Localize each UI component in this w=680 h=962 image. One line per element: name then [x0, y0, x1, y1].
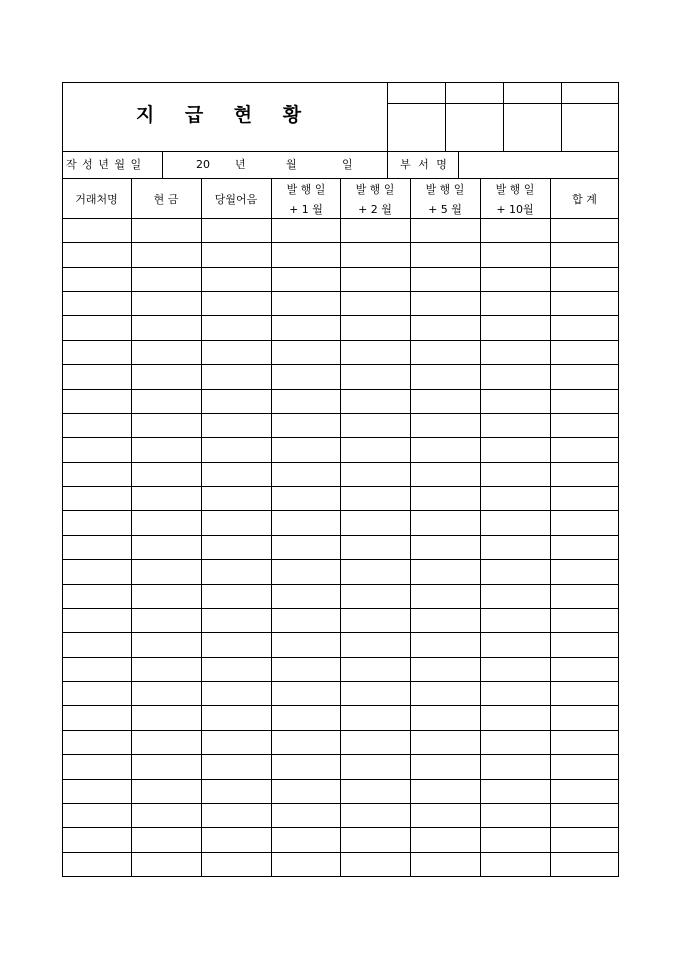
table-cell[interactable]	[132, 365, 201, 388]
table-cell[interactable]	[132, 414, 201, 437]
table-cell[interactable]	[202, 804, 271, 827]
table-cell[interactable]	[63, 780, 131, 803]
table-cell[interactable]	[341, 219, 410, 242]
table-cell[interactable]	[132, 609, 201, 632]
table-cell[interactable]	[481, 658, 550, 681]
approval-box[interactable]	[388, 104, 445, 151]
table-cell[interactable]	[132, 536, 201, 559]
dept-label: 부 서 명	[400, 158, 449, 171]
table-cell[interactable]	[481, 731, 550, 754]
table-cell[interactable]	[341, 633, 410, 656]
table-cell[interactable]	[411, 853, 480, 876]
year-prefix: 20	[196, 158, 210, 171]
table-cell[interactable]	[341, 706, 410, 729]
table-cell[interactable]	[481, 463, 550, 486]
table-cell[interactable]	[551, 316, 618, 339]
table-cell[interactable]	[341, 341, 410, 364]
table-cell[interactable]	[132, 755, 201, 778]
payment-status-form	[62, 82, 619, 877]
table-cell[interactable]	[63, 536, 131, 559]
table-cell[interactable]	[202, 219, 271, 242]
table-cell[interactable]	[272, 633, 340, 656]
table-cell[interactable]	[272, 292, 340, 315]
table-cell[interactable]	[63, 487, 131, 510]
table-cell[interactable]	[202, 658, 271, 681]
table-cell[interactable]	[63, 731, 131, 754]
table-cell[interactable]	[63, 682, 131, 705]
table-cell[interactable]	[132, 390, 201, 413]
table-cell[interactable]	[411, 585, 480, 608]
table-cell[interactable]	[63, 755, 131, 778]
table-cell[interactable]	[341, 780, 410, 803]
table-cell[interactable]	[411, 390, 480, 413]
table-cell[interactable]	[202, 633, 271, 656]
table-cell[interactable]	[272, 390, 340, 413]
table-cell[interactable]	[202, 731, 271, 754]
table-cell[interactable]	[63, 853, 131, 876]
table-cell[interactable]	[202, 609, 271, 632]
table-cell[interactable]	[202, 414, 271, 437]
table-cell[interactable]	[132, 828, 201, 851]
table-cell[interactable]	[63, 414, 131, 437]
table-cell[interactable]	[551, 536, 618, 559]
table-cell[interactable]	[481, 706, 550, 729]
table-cell[interactable]	[551, 755, 618, 778]
table-cell[interactable]	[202, 292, 271, 315]
table-cell[interactable]	[411, 365, 480, 388]
table-cell[interactable]	[341, 268, 410, 291]
table-cell[interactable]	[341, 536, 410, 559]
table-cell[interactable]	[551, 658, 618, 681]
table-cell[interactable]	[551, 414, 618, 437]
table-cell[interactable]	[341, 804, 410, 827]
table-cell[interactable]	[202, 780, 271, 803]
table-cell[interactable]	[132, 706, 201, 729]
month-unit: 월	[286, 158, 297, 171]
table-cell[interactable]	[63, 292, 131, 315]
table-cell[interactable]	[272, 658, 340, 681]
table-cell[interactable]	[63, 341, 131, 364]
table-cell[interactable]	[202, 682, 271, 705]
table-cell[interactable]	[63, 804, 131, 827]
table-cell[interactable]	[272, 438, 340, 461]
table-cell[interactable]	[551, 268, 618, 291]
table-cell[interactable]	[551, 438, 618, 461]
table-cell[interactable]	[202, 438, 271, 461]
table-cell[interactable]	[551, 219, 618, 242]
day-unit: 일	[342, 158, 353, 171]
col-header-cash: 현 금	[153, 193, 179, 206]
table-cell[interactable]	[272, 780, 340, 803]
table-cell[interactable]	[272, 706, 340, 729]
table-cell[interactable]	[411, 243, 480, 266]
table-cell[interactable]	[411, 292, 480, 315]
table-cell[interactable]	[481, 804, 550, 827]
table-cell[interactable]	[481, 585, 550, 608]
table-cell[interactable]	[272, 828, 340, 851]
table-cell[interactable]	[202, 706, 271, 729]
col-header-issue-5m-sub: + 5 월	[428, 203, 462, 216]
table-cell[interactable]	[411, 487, 480, 510]
table-cell[interactable]	[63, 390, 131, 413]
table-cell[interactable]	[63, 219, 131, 242]
table-cell[interactable]	[202, 463, 271, 486]
table-cell[interactable]	[272, 341, 340, 364]
table-cell[interactable]	[411, 438, 480, 461]
table-cell[interactable]	[63, 560, 131, 583]
col-header-issue-5m: 발 행 일	[425, 183, 465, 196]
table-cell[interactable]	[411, 658, 480, 681]
table-cell[interactable]	[341, 731, 410, 754]
table-cell[interactable]	[202, 268, 271, 291]
table-cell[interactable]	[202, 316, 271, 339]
table-cell[interactable]	[341, 609, 410, 632]
table-cell[interactable]	[481, 828, 550, 851]
table-cell[interactable]	[341, 853, 410, 876]
table-cell[interactable]	[411, 414, 480, 437]
table-cell[interactable]	[481, 292, 550, 315]
table-cell[interactable]	[202, 828, 271, 851]
table-cell[interactable]	[202, 341, 271, 364]
table-cell[interactable]	[481, 390, 550, 413]
table-cell[interactable]	[341, 511, 410, 534]
table-cell[interactable]	[481, 609, 550, 632]
table-cell[interactable]	[481, 536, 550, 559]
table-cell[interactable]	[341, 414, 410, 437]
table-cell[interactable]	[481, 780, 550, 803]
table-cell[interactable]	[132, 585, 201, 608]
table-cell[interactable]	[63, 828, 131, 851]
border-bottom	[62, 876, 619, 877]
table-cell[interactable]	[551, 585, 618, 608]
year-unit: 년	[235, 158, 246, 171]
form-title: 지 급 현 황	[135, 104, 314, 126]
table-cell[interactable]	[551, 390, 618, 413]
table-cell[interactable]	[272, 585, 340, 608]
table-cell[interactable]	[132, 780, 201, 803]
approval-box[interactable]	[562, 104, 618, 151]
table-cell[interactable]	[411, 219, 480, 242]
table-cell[interactable]	[341, 438, 410, 461]
table-cell[interactable]	[551, 682, 618, 705]
table-cell[interactable]	[63, 438, 131, 461]
table-cell[interactable]	[132, 804, 201, 827]
table-cell[interactable]	[341, 828, 410, 851]
table-cell[interactable]	[411, 341, 480, 364]
table-cell[interactable]	[63, 243, 131, 266]
date-label: 작 성 년 월 일	[66, 158, 143, 171]
col-header-current-bill: 당월어음	[214, 193, 258, 206]
table-cell[interactable]	[551, 828, 618, 851]
col-header-vendor: 거래처명	[75, 193, 118, 206]
table-cell[interactable]	[341, 487, 410, 510]
table-cell[interactable]	[132, 731, 201, 754]
table-cell[interactable]	[132, 243, 201, 266]
table-cell[interactable]	[551, 804, 618, 827]
table-cell[interactable]	[63, 511, 131, 534]
table-cell[interactable]	[341, 560, 410, 583]
table-cell[interactable]	[341, 292, 410, 315]
table-cell[interactable]	[341, 243, 410, 266]
table-cell[interactable]	[481, 560, 550, 583]
table-cell[interactable]	[272, 511, 340, 534]
info-divider	[387, 151, 388, 178]
table-cell[interactable]	[202, 853, 271, 876]
table-cell[interactable]	[132, 560, 201, 583]
table-cell[interactable]	[132, 853, 201, 876]
table-cell[interactable]	[551, 853, 618, 876]
table-cell[interactable]	[551, 365, 618, 388]
table-cell[interactable]	[481, 316, 550, 339]
table-cell[interactable]	[272, 609, 340, 632]
table-cell[interactable]	[481, 341, 550, 364]
table-cell[interactable]	[481, 438, 550, 461]
col-header-issue-2m: 발 행 일	[355, 183, 395, 196]
table-cell[interactable]	[272, 755, 340, 778]
table-cell[interactable]	[481, 219, 550, 242]
table-cell[interactable]	[411, 706, 480, 729]
table-cell[interactable]	[411, 731, 480, 754]
table-cell[interactable]	[411, 804, 480, 827]
table-cell[interactable]	[411, 536, 480, 559]
table-cell[interactable]	[481, 414, 550, 437]
table-cell[interactable]	[132, 487, 201, 510]
table-cell[interactable]	[551, 560, 618, 583]
table-cell[interactable]	[551, 487, 618, 510]
table-cell[interactable]	[272, 560, 340, 583]
table-cell[interactable]	[481, 365, 550, 388]
table-cell[interactable]	[272, 853, 340, 876]
table-cell[interactable]	[481, 853, 550, 876]
border-top	[62, 82, 619, 83]
table-cell[interactable]	[202, 585, 271, 608]
table-cell[interactable]	[411, 828, 480, 851]
table-cell[interactable]	[132, 341, 201, 364]
table-cell[interactable]	[481, 243, 550, 266]
table-cell[interactable]	[132, 292, 201, 315]
table-cell[interactable]	[341, 365, 410, 388]
table-cell[interactable]	[341, 682, 410, 705]
table-cell[interactable]	[411, 511, 480, 534]
table-cell[interactable]	[63, 609, 131, 632]
table-cell[interactable]	[63, 268, 131, 291]
table-cell[interactable]	[551, 633, 618, 656]
table-cell[interactable]	[202, 755, 271, 778]
table-cell[interactable]	[551, 731, 618, 754]
table-cell[interactable]	[132, 219, 201, 242]
table-cell[interactable]	[202, 243, 271, 266]
table-cell[interactable]	[551, 706, 618, 729]
table-cell[interactable]	[341, 585, 410, 608]
col-header-total: 합 계	[572, 193, 597, 206]
table-cell[interactable]	[411, 755, 480, 778]
table-cell[interactable]	[481, 511, 550, 534]
table-cell[interactable]	[132, 658, 201, 681]
table-cell[interactable]	[481, 755, 550, 778]
table-cell[interactable]	[341, 316, 410, 339]
table-cell[interactable]	[481, 268, 550, 291]
table-cell[interactable]	[132, 682, 201, 705]
table-cell[interactable]	[272, 316, 340, 339]
table-cell[interactable]	[551, 609, 618, 632]
table-cell[interactable]	[481, 487, 550, 510]
table-cell[interactable]	[341, 755, 410, 778]
col-header-issue-2m-sub: + 2 월	[358, 203, 392, 216]
table-cell[interactable]	[411, 560, 480, 583]
approval-box[interactable]	[504, 104, 561, 151]
table-cell[interactable]	[272, 268, 340, 291]
table-cell[interactable]	[202, 390, 271, 413]
table-cell[interactable]	[272, 804, 340, 827]
table-cell[interactable]	[272, 463, 340, 486]
table-cell[interactable]	[341, 390, 410, 413]
table-cell[interactable]	[202, 487, 271, 510]
col-header-issue-10m-sub: + 10월	[496, 203, 534, 216]
table-cell[interactable]	[202, 536, 271, 559]
table-cell[interactable]	[132, 268, 201, 291]
table-cell[interactable]	[272, 682, 340, 705]
table-cell[interactable]	[132, 633, 201, 656]
table-cell[interactable]	[411, 682, 480, 705]
table-cell[interactable]	[411, 780, 480, 803]
table-cell[interactable]	[341, 658, 410, 681]
table-cell[interactable]	[551, 243, 618, 266]
table-cell[interactable]	[132, 463, 201, 486]
table-cell[interactable]	[341, 463, 410, 486]
table-cell[interactable]	[272, 219, 340, 242]
table-cell[interactable]	[132, 316, 201, 339]
table-cell[interactable]	[132, 511, 201, 534]
table-cell[interactable]	[551, 511, 618, 534]
info-divider	[162, 151, 163, 178]
table-cell[interactable]	[272, 243, 340, 266]
table-cell[interactable]	[132, 438, 201, 461]
table-cell[interactable]	[63, 365, 131, 388]
approval-box[interactable]	[446, 104, 503, 151]
table-cell[interactable]	[63, 463, 131, 486]
table-cell[interactable]	[272, 414, 340, 437]
table-cell[interactable]	[551, 780, 618, 803]
table-cell[interactable]	[202, 560, 271, 583]
table-cell[interactable]	[272, 731, 340, 754]
dept-field[interactable]	[459, 152, 618, 178]
table-cell[interactable]	[63, 658, 131, 681]
col-header-issue-10m: 발 행 일	[495, 183, 535, 196]
table-cell[interactable]	[551, 341, 618, 364]
table-cell[interactable]	[481, 633, 550, 656]
table-cell[interactable]	[551, 292, 618, 315]
col-header-issue-1m-sub: + 1 월	[289, 203, 323, 216]
col-header-issue-1m: 발 행 일	[286, 183, 326, 196]
table-cell[interactable]	[411, 633, 480, 656]
table-cell[interactable]	[63, 585, 131, 608]
table-cell[interactable]	[481, 682, 550, 705]
table-cell[interactable]	[272, 365, 340, 388]
table-cell[interactable]	[411, 609, 480, 632]
table-cell[interactable]	[272, 487, 340, 510]
table-cell[interactable]	[63, 706, 131, 729]
table-cell[interactable]	[411, 463, 480, 486]
table-cell[interactable]	[202, 511, 271, 534]
table-cell[interactable]	[411, 268, 480, 291]
table-cell[interactable]	[202, 365, 271, 388]
table-cell[interactable]	[551, 463, 618, 486]
table-cell[interactable]	[63, 316, 131, 339]
table-cell[interactable]	[411, 316, 480, 339]
table-cell[interactable]	[63, 633, 131, 656]
table-cell[interactable]	[272, 536, 340, 559]
